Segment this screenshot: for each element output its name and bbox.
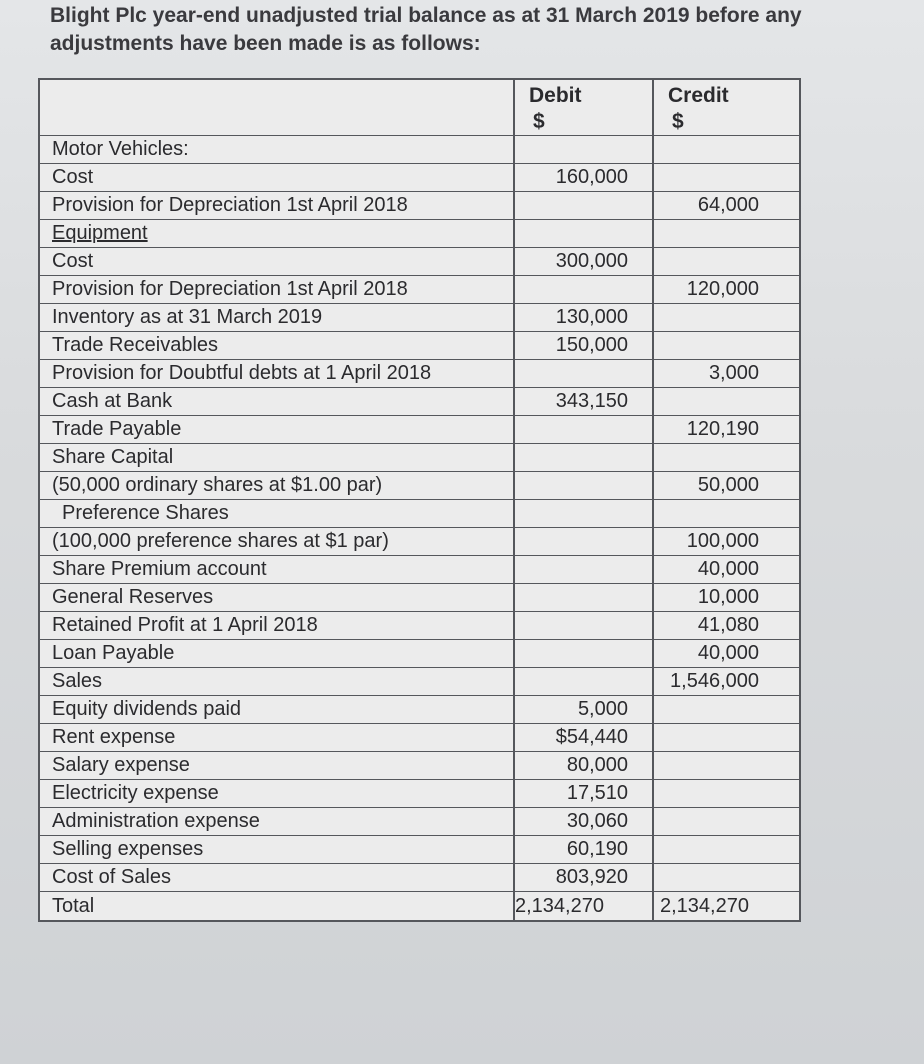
row-credit: 100,000 [686, 530, 759, 552]
row-label [40, 584, 515, 611]
credit-header-cell [654, 80, 799, 135]
row-label [40, 528, 515, 555]
row-label-text: Retained Profit at 1 April 2018 [52, 614, 318, 636]
credit-currency: $ [672, 110, 684, 133]
row-debit [515, 528, 654, 555]
table-row [40, 668, 799, 696]
row-debit [515, 584, 654, 611]
row-label-text: Cash at Bank [52, 390, 173, 412]
table-row [40, 332, 799, 360]
table-row [40, 584, 799, 612]
table-row [40, 892, 799, 920]
row-debit: 130,000 [515, 304, 654, 331]
row-label-text: (100,000 preference shares at $1 par) [52, 530, 389, 552]
table-row [40, 220, 799, 248]
table-row [40, 696, 799, 724]
row-debit: 160,000 [515, 164, 654, 191]
row-credit: 50,000 [697, 474, 759, 496]
row-label-text: Motor Vehicles: [52, 138, 189, 160]
row-label-text: Equipment [52, 222, 148, 244]
row-credit: 40,000 [697, 558, 759, 580]
row-label [40, 136, 515, 163]
table-header-row [40, 80, 799, 136]
row-debit [515, 360, 654, 387]
row-debit [515, 640, 654, 667]
table-row [40, 752, 799, 780]
table-row [40, 556, 799, 584]
table-row [40, 472, 799, 500]
table-row [40, 724, 799, 752]
row-label [40, 276, 515, 303]
row-credit [654, 500, 799, 527]
table-row [40, 640, 799, 668]
row-credit: 2,134,270 [660, 894, 749, 917]
row-label [40, 304, 515, 331]
row-debit: 343,150 [515, 388, 654, 415]
row-label-text: Cost [52, 250, 94, 272]
row-label-text: General Reserves [52, 586, 214, 608]
table-row [40, 444, 799, 472]
row-label [40, 472, 515, 499]
table-row [40, 612, 799, 640]
row-label [40, 556, 515, 583]
row-label-text: Cost of Sales [52, 866, 171, 888]
row-label-text: Provision for Doubtful debts at 1 April 2018 [52, 362, 432, 384]
row-debit: $54,440 [515, 724, 654, 751]
row-debit [515, 220, 654, 247]
row-debit: 17,510 [515, 780, 654, 807]
row-label-text: Provision for Depreciation 1st April 2018 [52, 194, 408, 216]
row-debit: 60,190 [515, 836, 654, 863]
row-credit: 40,000 [697, 642, 759, 664]
row-credit: 3,000 [708, 362, 759, 384]
table-row [40, 528, 799, 556]
row-credit: 10,000 [697, 586, 759, 608]
row-label-text: Administration expense [52, 810, 260, 832]
table-row [40, 416, 799, 444]
table-row [40, 164, 799, 192]
row-label [40, 808, 515, 835]
row-debit: 2,134,270 [515, 892, 654, 920]
table-row [40, 276, 799, 304]
row-label-text: Salary expense [52, 754, 190, 776]
row-credit [654, 304, 799, 331]
row-debit [515, 612, 654, 639]
row-credit [654, 248, 799, 275]
row-debit [515, 416, 654, 443]
row-label [40, 640, 515, 667]
row-credit [654, 808, 799, 835]
row-label-text: Selling expenses [52, 838, 204, 860]
row-credit [654, 388, 799, 415]
row-credit [654, 836, 799, 863]
row-label [40, 500, 515, 527]
row-credit [654, 780, 799, 807]
row-debit: 300,000 [515, 248, 654, 275]
table-body [40, 136, 799, 920]
table-row [40, 192, 799, 220]
row-credit: 1,546,000 [670, 670, 759, 692]
row-label [40, 696, 515, 723]
row-debit [515, 668, 654, 695]
row-credit [654, 136, 799, 163]
row-debit: 80,000 [515, 752, 654, 779]
row-label-text: Total [52, 894, 95, 917]
row-label-text: Trade Receivables [52, 334, 219, 356]
row-debit [515, 556, 654, 583]
debit-header-cell [515, 80, 654, 135]
row-credit [654, 444, 799, 471]
table-row [40, 304, 799, 332]
row-label-text: Inventory as at 31 March 2019 [52, 306, 323, 328]
row-credit [654, 752, 799, 779]
credit-header: Credit [668, 84, 729, 107]
row-label [40, 864, 515, 891]
row-label [40, 388, 515, 415]
table-row [40, 808, 799, 836]
row-label [40, 724, 515, 751]
row-credit [654, 724, 799, 751]
debit-header: Debit [529, 84, 582, 107]
row-debit [515, 500, 654, 527]
table-row [40, 360, 799, 388]
debit-currency: $ [533, 110, 545, 133]
table-row [40, 500, 799, 528]
table-row [40, 864, 799, 892]
row-label [40, 752, 515, 779]
row-debit: 150,000 [515, 332, 654, 359]
row-label-text: Share Premium account [52, 558, 267, 580]
row-label [40, 220, 515, 247]
row-debit: 5,000 [515, 696, 654, 723]
table-row [40, 388, 799, 416]
row-debit: 803,920 [515, 864, 654, 891]
row-label-text: Preference Shares [62, 502, 229, 524]
header-blank-cell [40, 80, 515, 135]
row-label-text: Loan Payable [52, 642, 175, 664]
row-label [40, 248, 515, 275]
row-debit [515, 136, 654, 163]
row-label-text: Electricity expense [52, 782, 219, 804]
row-label [40, 164, 515, 191]
table-row [40, 780, 799, 808]
row-label [40, 416, 515, 443]
row-credit [654, 696, 799, 723]
row-credit [654, 220, 799, 247]
trial-balance-table [38, 78, 801, 922]
row-credit [654, 864, 799, 891]
row-credit: 120,000 [686, 278, 759, 300]
row-label-text: (50,000 ordinary shares at $1.00 par) [52, 474, 383, 496]
row-credit: 64,000 [697, 194, 759, 216]
row-label [40, 444, 515, 471]
table-row [40, 836, 799, 864]
table-row [40, 248, 799, 276]
row-debit [515, 472, 654, 499]
row-label [40, 892, 515, 920]
row-label [40, 836, 515, 863]
row-debit [515, 444, 654, 471]
row-label [40, 612, 515, 639]
row-label-text: Provision for Depreciation 1st April 2018 [52, 278, 408, 300]
row-label-text: Cost [52, 166, 94, 188]
row-label [40, 360, 515, 387]
row-label-text: Sales [52, 670, 103, 692]
row-label-text: Share Capital [52, 446, 174, 468]
row-label [40, 780, 515, 807]
row-debit: 30,060 [515, 808, 654, 835]
row-label-text: Trade Payable [52, 418, 182, 440]
row-credit [654, 164, 799, 191]
row-label-text: Rent expense [52, 726, 176, 748]
row-debit [515, 192, 654, 219]
row-label [40, 668, 515, 695]
table-row [40, 136, 799, 164]
row-debit [515, 276, 654, 303]
row-credit: 41,080 [697, 614, 759, 636]
row-label-text: Equity dividends paid [52, 698, 242, 720]
row-label [40, 192, 515, 219]
row-credit [654, 332, 799, 359]
row-credit: 120,190 [686, 418, 759, 440]
page-heading: Blight Plc year-end unadjusted trial balance as at 31 March 2019 before any adjustments have been made is as follows: [50, 4, 802, 55]
row-label [40, 332, 515, 359]
